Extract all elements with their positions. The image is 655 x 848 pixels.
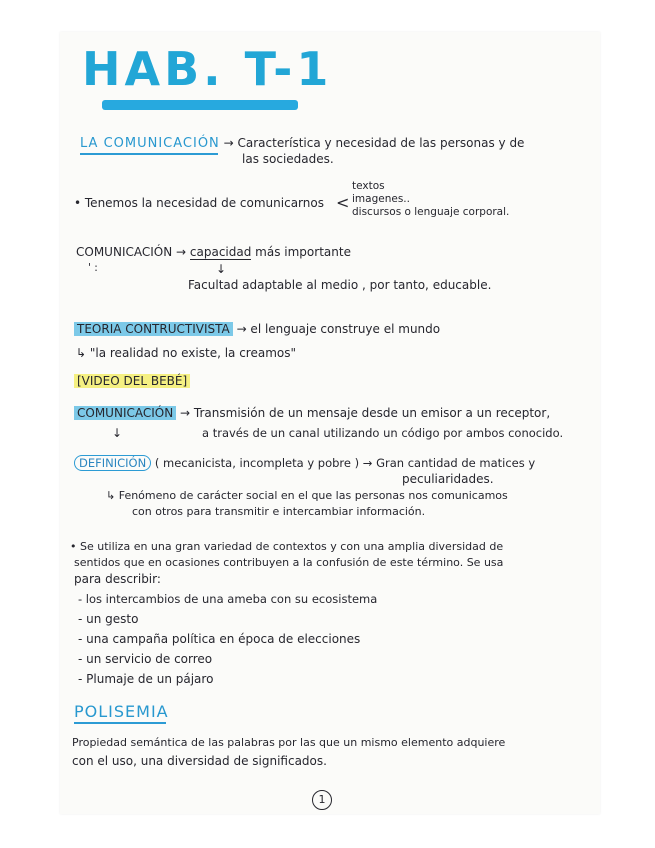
bullet-text: • Tenemos la necesidad de comunicarnos (74, 196, 324, 210)
option-item: imagenes.. (352, 193, 410, 205)
page-title: HAB. T-1 (82, 42, 333, 96)
branch-bracket: < (336, 193, 350, 212)
arrow-icon: → (223, 136, 234, 150)
polisemia-heading: POLISEMIA (74, 702, 169, 721)
polisemia-line: con el uso, una diversidad de significados. (72, 754, 327, 768)
definicion-word: DEFINICIÓN (74, 455, 151, 471)
list-item: - una campaña política en época de elecciones (78, 632, 361, 646)
comunicacion-heading-row (80, 136, 524, 151)
section-heading: LA COMUNICACIÓN (80, 136, 220, 151)
definicion-line: a través de un canal utilizando un código por ambos conocido. (202, 426, 564, 440)
key-word: capacidad (189, 245, 252, 259)
list-item: - un gesto (78, 612, 139, 626)
concept-rest: más importante (255, 245, 351, 259)
definition-text-cont: las sociedades. (242, 152, 334, 166)
heading-underline (74, 722, 166, 724)
title-highlight-bar (102, 100, 298, 110)
teoria-heading: TEORIA CONTRUCTIVISTA (74, 322, 233, 336)
margin-marks: ' : (88, 262, 98, 274)
uso-line: sentidos que en ocasiones contribuyen a la confusión de este término. Se usa (74, 556, 504, 569)
down-arrow-icon: ↓ (216, 262, 227, 276)
list-item: - un servicio de correo (78, 652, 213, 666)
teoria-row (74, 322, 440, 336)
heading-underline (80, 153, 218, 155)
uso-line: • Se utiliza en una gran variedad de contextos y con una amplia diversidad de (70, 540, 504, 553)
option-item: textos (352, 180, 385, 192)
definition-text: Característica y necesidad de las personas y de (237, 136, 525, 150)
definicion-desc: ( mecanicista, incompleta y pobre ) → Gran cantidad de matices y (154, 456, 536, 470)
definicion-type-row (74, 456, 535, 470)
list-item: - Plumaje de un pájaro (78, 672, 214, 686)
comunicacion-label: COMUNICACIÓN (74, 406, 176, 420)
teoria-arrow-text: → el lenguaje construye el mundo (236, 322, 441, 336)
polisemia-line: Propiedad semántica de las palabras por las que un mismo elemento adquiere (72, 736, 506, 749)
page-number: 1 (312, 790, 332, 810)
arrow-icon: → (180, 406, 191, 420)
list-item: - los intercambios de una ameba con su ecosistema (78, 592, 378, 606)
concept-label: COMUNICACIÓN → (76, 245, 187, 259)
notebook-page (60, 32, 600, 814)
uso-line: para describir: (74, 572, 161, 586)
capacidad-sub: Facultad adaptable al medio , por tanto, educable. (188, 278, 492, 292)
video-note: [VIDEO DEL BEBÉ] (74, 374, 190, 388)
video-note-row (74, 374, 190, 388)
down-arrow-icon: ↓ (112, 426, 123, 440)
capacidad-row (76, 245, 351, 259)
page-corner-mark (584, 32, 600, 49)
fenomeno-line: con otros para transmitir e intercambiar información. (132, 505, 426, 518)
definicion-row (74, 406, 550, 420)
fenomeno-line: ↳ Fenómeno de carácter social en el que las personas nos comunicamos (106, 489, 508, 502)
definicion-line: Transmisión de un mensaje desde un emisor a un receptor, (193, 406, 551, 420)
teoria-sub: ↳ "la realidad no existe, la creamos" (76, 346, 297, 360)
option-item: discursos o lenguaje corporal. (352, 206, 510, 218)
definicion-desc-cont: peculiaridades. (402, 472, 494, 486)
